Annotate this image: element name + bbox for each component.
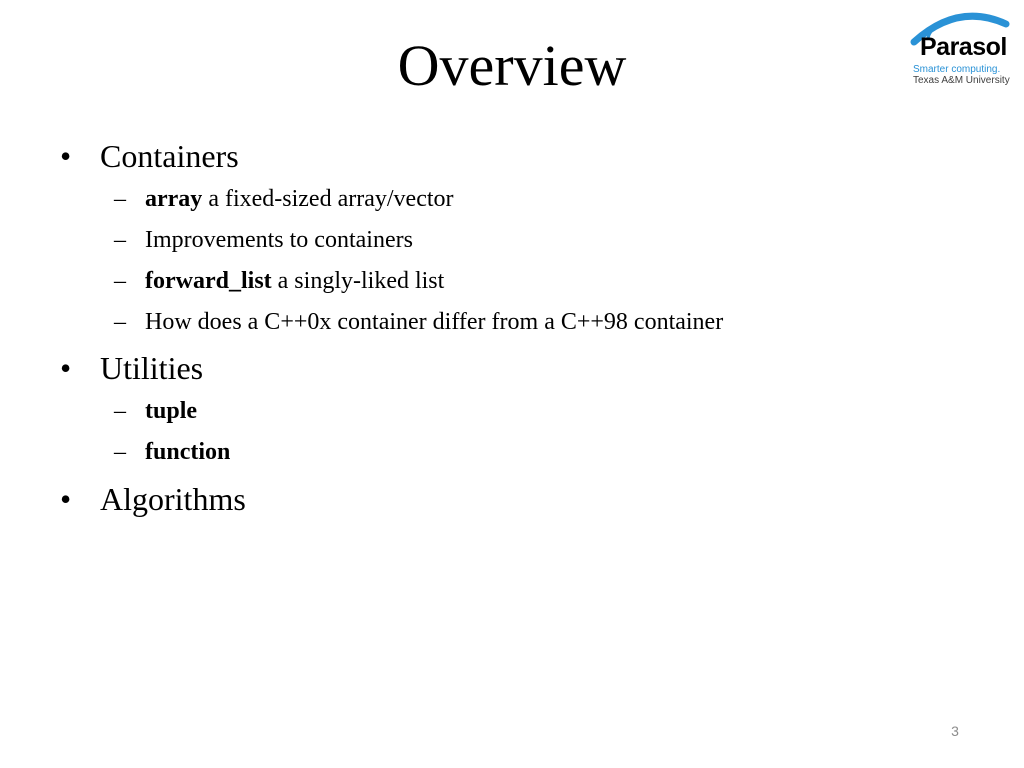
description: a singly-liked list — [271, 268, 445, 294]
dash-marker: – — [114, 268, 126, 294]
description: Improvements to containers — [145, 227, 413, 253]
description: a fixed-sized array/vector — [202, 186, 454, 212]
logo-university: Texas A&M University — [913, 75, 1010, 86]
description: How does a C++0x container differ from a C++98 container — [145, 309, 724, 335]
dash-marker: – — [114, 186, 126, 212]
code-term: tuple — [145, 398, 198, 424]
bullet-marker: • — [60, 350, 72, 386]
dash-marker: – — [114, 227, 126, 253]
logo-tagline: Smarter computing. — [913, 64, 1001, 75]
bullet-label: Containers — [100, 138, 239, 174]
sub-bullet-text — [145, 185, 454, 213]
parasol-logo — [908, 8, 1020, 84]
bullet-marker: • — [60, 138, 72, 174]
dash-marker: – — [114, 309, 126, 335]
dash-marker: – — [114, 439, 126, 465]
page-number: 3 — [951, 723, 959, 739]
bullet-label: Algorithms — [100, 481, 246, 517]
sub-bullet-text — [145, 226, 413, 254]
code-term: forward_list — [145, 268, 272, 294]
sub-bullet-text — [145, 397, 197, 425]
dash-marker: – — [114, 398, 126, 424]
bullet-marker: • — [60, 481, 72, 517]
sub-bullet-text — [145, 438, 230, 466]
bullet-label: Utilities — [100, 350, 204, 386]
logo-wordmark: Parasol — [920, 33, 1007, 61]
sub-bullet-text — [145, 267, 444, 295]
slide-title: Overview — [397, 33, 627, 98]
code-term: function — [145, 439, 231, 465]
sub-bullet-text — [145, 308, 723, 336]
code-term: array — [145, 186, 203, 212]
